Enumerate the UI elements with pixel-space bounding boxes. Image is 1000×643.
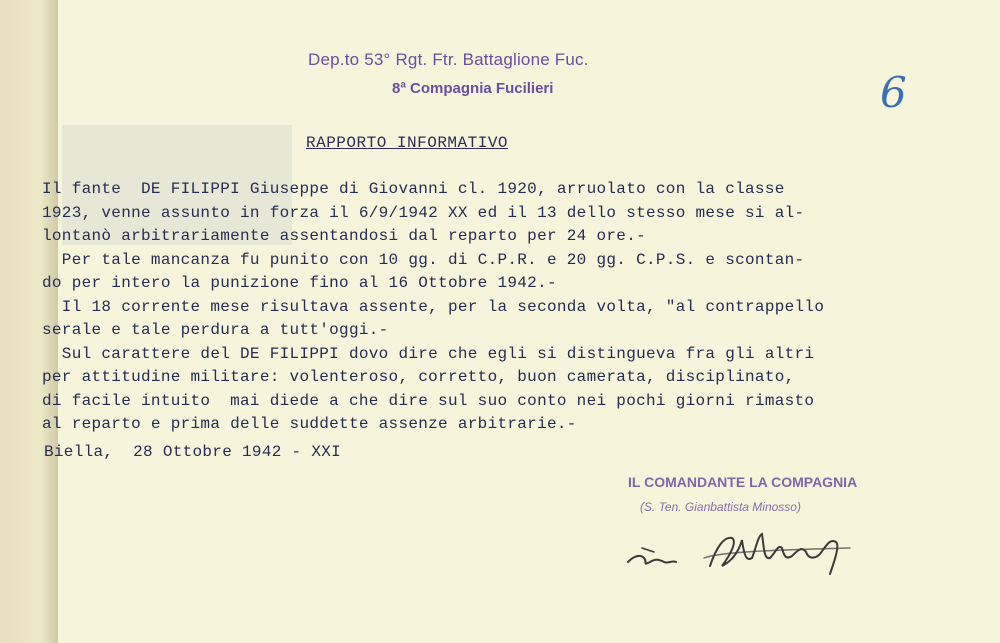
body-line: Per tale mancanza fu punito con 10 gg. di C.P.R. e 20 gg. C.P.S. e scontan- bbox=[42, 250, 805, 269]
body-line: per attitudine militare: volenteroso, corretto, buon camerata, disciplinato, bbox=[42, 368, 795, 386]
body-line: Sul carattere del DE FILIPPI dovo dire che egli si distingueva fra gli altri bbox=[42, 344, 815, 363]
body-line: lontanò arbitrariamente assentandosi dal reparto per 24 ore.- bbox=[42, 227, 646, 245]
handwritten-signature bbox=[620, 518, 870, 578]
place-date-line: Biella, 28 Ottobre 1942 - XXI bbox=[44, 443, 342, 461]
commander-name-stamp: (S. Ten. Gianbattista Minosso) bbox=[640, 500, 801, 514]
unit-header-stamp: Dep.to 53° Rgt. Ftr. Battaglione Fuc. bbox=[308, 50, 589, 69]
page-number: 6 bbox=[880, 68, 907, 117]
body-line: do per intero la punizione fino al 16 Ottobre 1942.- bbox=[42, 274, 557, 292]
body-line: Il 18 corrente mese risultava assente, per la seconda volta, "al contrappello bbox=[42, 297, 825, 316]
commander-title-stamp: IL COMANDANTE LA COMPAGNIA bbox=[628, 474, 858, 490]
document-title: RAPPORTO INFORMATIVO bbox=[306, 134, 509, 152]
body-line: di facile intuito mai diede a che dire sul suo conto nei pochi giorni rimasto bbox=[42, 391, 815, 410]
body-line: Il fante DE FILIPPI Giuseppe di Giovanni cl. 1920, arruolato con la classe bbox=[42, 180, 785, 198]
body-line: serale e tale perdura a tutt'oggi.- bbox=[42, 321, 389, 339]
body-line: 1923, venne assunto in forza il 6/9/1942 XX ed il 13 dello stesso mese si al- bbox=[42, 203, 805, 222]
company-header-stamp: 8ª Compagnia Fucilieri bbox=[392, 80, 554, 97]
body-line: al reparto e prima delle suddette assenze arbitrarie.- bbox=[42, 415, 577, 433]
report-body bbox=[42, 178, 982, 437]
